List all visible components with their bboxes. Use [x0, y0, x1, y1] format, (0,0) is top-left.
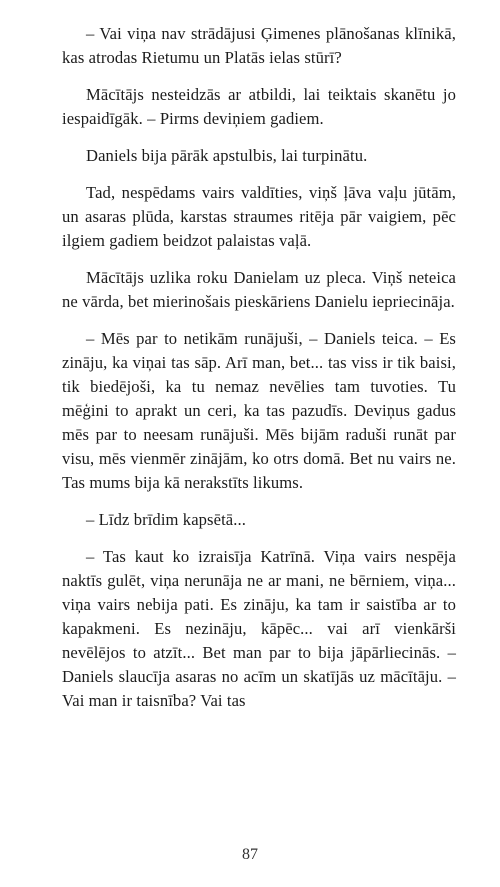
- paragraph-4: Tad, nespēdams vairs valdīties, viņš ļāva vaļu jūtām, un asaras plūda, karstas straumes ritēja pār vaigiem, pēc ilgiem gadiem beidzot palaistas vaļā.: [62, 183, 456, 250]
- paragraph-5: Mācītājs uzlika roku Danielam uz pleca. Viņš neteica ne vārda, bet mierinošais pieskāriens Danielu iepriecināja.: [62, 268, 456, 311]
- paragraph-8: – Tas kaut ko izraisīja Katrīnā. Viņa vairs nespēja naktīs gulēt, viņa nerunāja ne ar mani, ne bērniem, viņa... viņa vairs nebija pati. Es zināju, ka tam ir saistība ar to kapakmeni. Es nezināju, kāpēc... vai arī vienkārši nevēlējos to atzīt... Bet man par to bija jāpārliecinās. – Daniels slaucīja asaras no acīm un skatījās uz mācītāju. – Vai man ir taisnība? Vai tas: [62, 547, 456, 710]
- paragraph-7: – Līdz brīdim kapsētā...: [86, 510, 246, 529]
- page-number: 87: [242, 846, 258, 863]
- paragraph-3: Daniels bija pārāk apstulbis, lai turpinātu.: [86, 146, 368, 165]
- book-page: [62, 22, 456, 713]
- paragraph-2: Mācītājs nesteidzās ar atbildi, lai teiktais skanētu jo iespaidīgāk. – Pirms deviņiem gadiem.: [62, 85, 456, 128]
- paragraph-1: – Vai viņa nav strādājusi Ģimenes plānošanas klīnikā, kas atrodas Rietumu un Platās ielas stūrī?: [62, 24, 456, 67]
- paragraph-6: – Mēs par to netikām runājuši, – Daniels teica. – Es zināju, ka viņai tas sāp. Arī man, bet... tas viss ir tik baisi, tik biedējoši, ka tu nemaz nevēlies tam tuvoties. Tu mēģini to aprakt un ceri, ka tas pazudīs. Deviņus gadus mēs par to neesam runājuši. Mēs bijām raduši runāt par visu, mēs vienmēr zinājām, ko otrs domā. Bet nu vairs ne. Tas mums bija kā nerakstīts likums.: [62, 329, 456, 492]
